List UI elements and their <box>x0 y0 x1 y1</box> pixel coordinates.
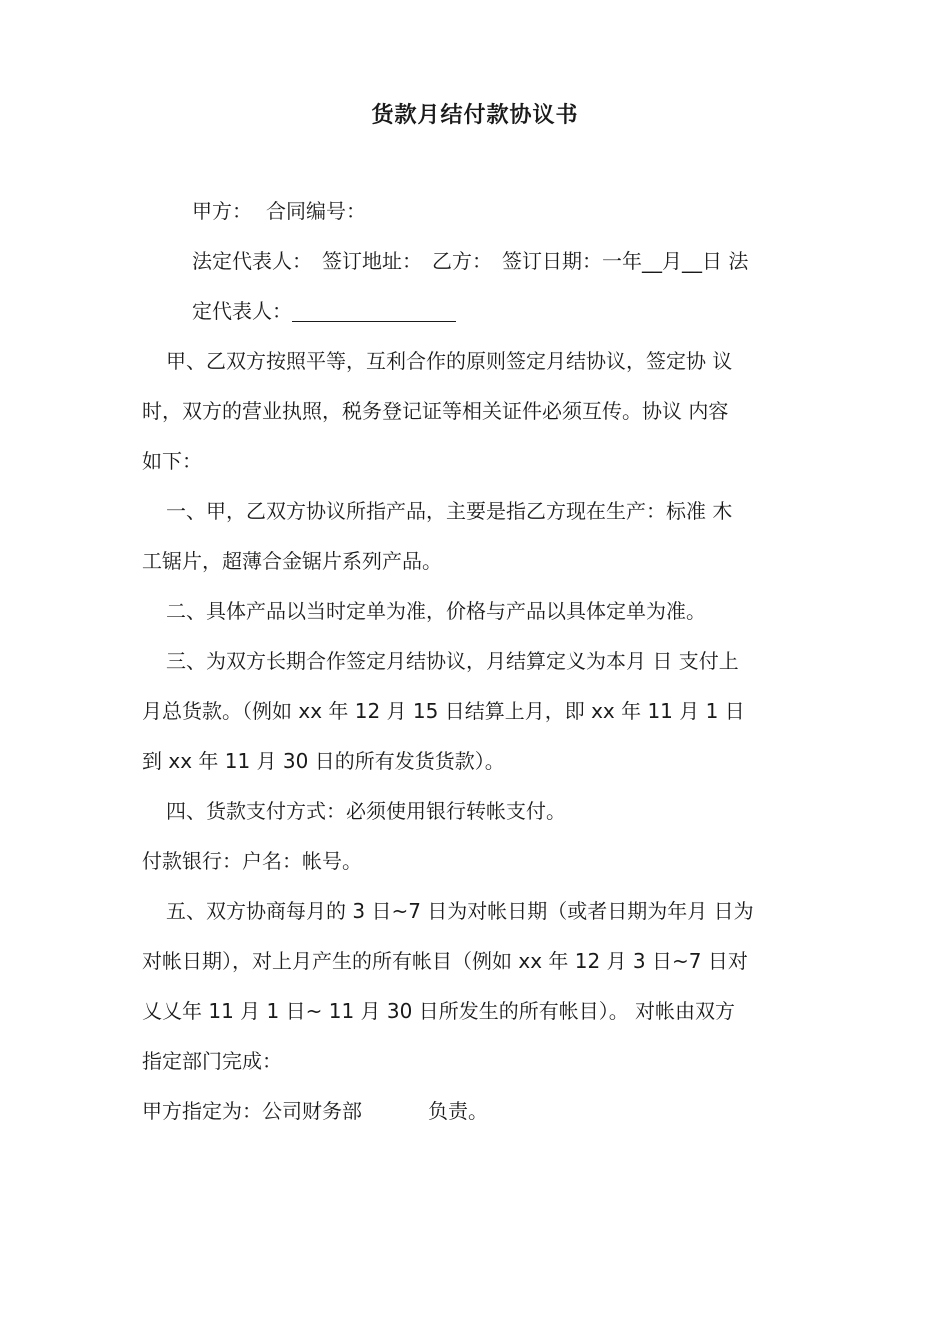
party-a-designation: 甲方指定为：公司财务部 <box>142 1099 362 1123</box>
document-title: 货款月结付款协议书 <box>371 103 579 128</box>
item5-line-5 <box>142 1096 488 1126</box>
item1-line-1: 一、甲，乙双方协议所指产品，主要是指乙方现在生产：标准 木 <box>166 499 733 523</box>
item5-line-3: 乂乂年 11 月 1 日~ 11 月 30 日所发生的所有帐目）。 对帐由双方 <box>142 999 736 1023</box>
item1-line-2: 工锯片，超薄合金锯片系列产品。 <box>142 549 442 573</box>
intro-line-3: 如下： <box>142 449 202 473</box>
header-line-2 <box>192 246 748 276</box>
party-b-label: 乙方： <box>432 249 492 273</box>
intro-line-1: 甲、乙双方按照平等，互利合作的原则签定月结协议，签定协 议 <box>166 349 733 373</box>
item5-line-2: 对帐日期），对上月产生的所有帐目（例如 xx 年 12 月 3 日~7 日对 <box>142 949 748 973</box>
item3-line-1: 三、为双方长期合作签定月结协议，月结算定义为本月 日 支付上 <box>166 649 739 673</box>
party-a-label: 甲方： <box>192 199 252 223</box>
legal-rep-blank <box>292 299 456 322</box>
sign-address-label: 签订地址： <box>322 249 422 273</box>
item5-line-1: 五、双方协商每月的 3 日~7 日为对帐日期（或者日期为年月 日为 <box>166 899 754 923</box>
header-line-3 <box>192 296 456 326</box>
contract-number-label: 合同编号： <box>266 199 366 223</box>
item2-line-1: 二、具体产品以当时定单为准，价格与产品以具体定单为准。 <box>166 599 706 623</box>
legal-rep-label: 法定代表人： <box>192 249 312 273</box>
legal-rep-b-label: 定代表人： <box>192 299 292 323</box>
intro-line-2: 时，双方的营业执照，税务登记证等相关证件必须互传。协议 内容 <box>142 399 729 423</box>
item3-line-3: 到 xx 年 11 月 30 日的所有发货货款）。 <box>142 749 505 773</box>
responsibility-label: 负责。 <box>428 1099 488 1123</box>
header-line-1 <box>192 196 366 226</box>
item4-line-1: 四、货款支付方式：必须使用银行转帐支付。 <box>166 799 566 823</box>
item5-line-4: 指定部门完成： <box>142 1049 282 1073</box>
sign-date-label: 签订日期：一年__月__日 法 <box>502 249 749 273</box>
item4-line-2: 付款银行：户名：帐号。 <box>142 849 362 873</box>
item3-line-2: 月总货款。（例如 xx 年 12 月 15 日结算上月，即 xx 年 11 月 1 日 <box>142 699 745 723</box>
